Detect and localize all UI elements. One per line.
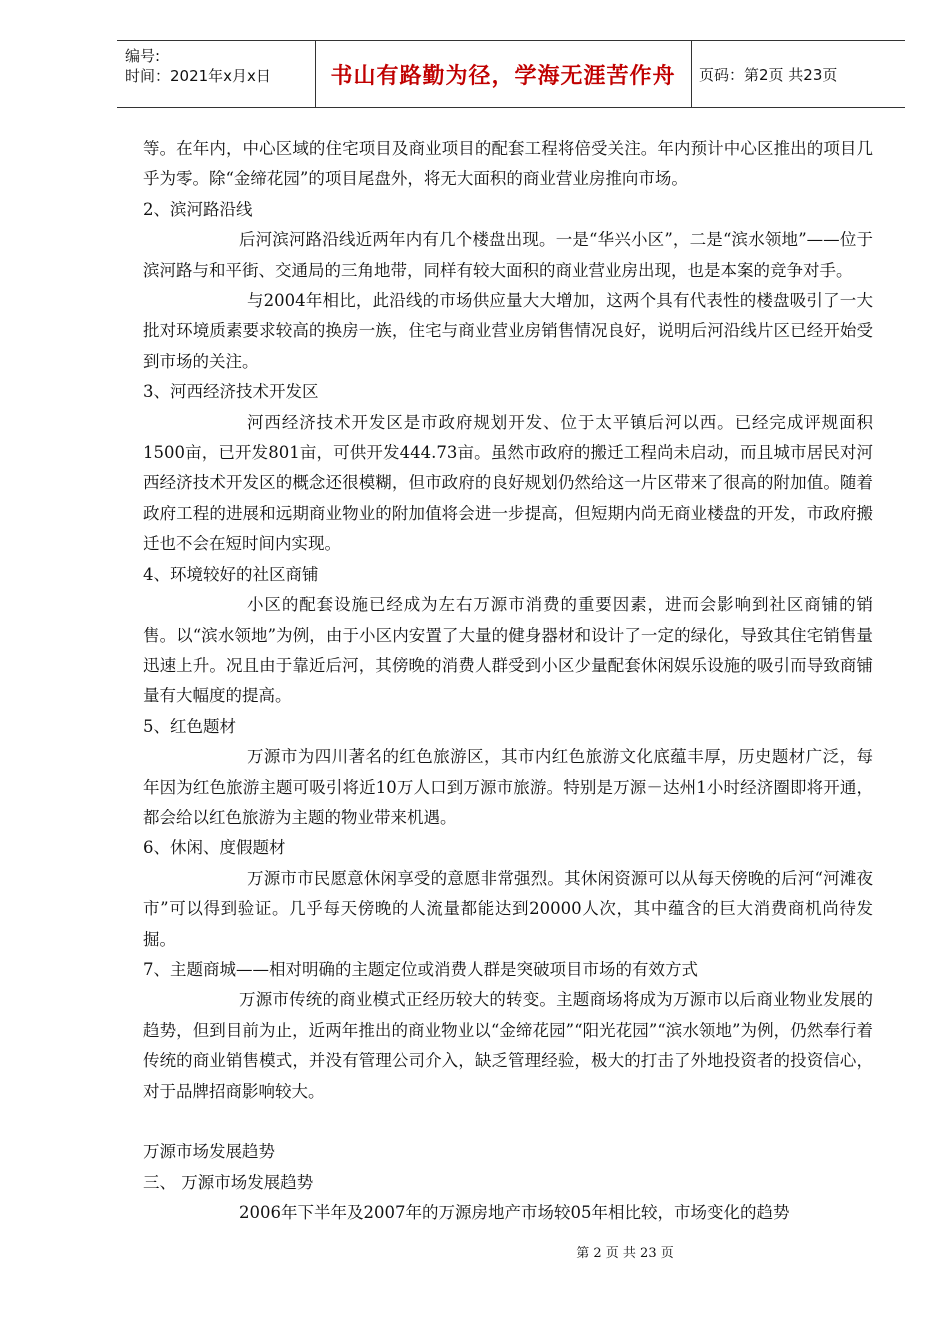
document-time-label: 时间：2021年x月x日	[125, 67, 271, 85]
section-heading: 三、 万源市场发展趋势	[143, 1172, 314, 1192]
paragraph: 后河滨河路沿线近两年内有几个楼盘出现。一是“华兴小区”，二是“滨水领地”——位于滨河路与和平街、交通局的三角地带，同样有较大面积的商业营业房出现，也是本案的竞争对手。	[143, 230, 873, 280]
paragraph: 万源市市民愿意休闲享受的意愿非常强烈。其休闲资源可以从每天傍晚的后河“河滩夜市”可以得到验证。几乎每天傍晚的人流量都能达到20000人次，其中蕴含的巨大消费商机尚待发掘。	[143, 868, 873, 949]
paragraph: 小区的配套设施已经成为左右万源市消费的重要因素，进而会影响到社区商铺的销售。以“滨水领地”为例，由于小区内安置了大量的健身器材和设计了一定的绿化，导致其住宅销售量迅速上升。况且由于靠近后河，其傍晚的消费人群受到小区少量配套休闲娱乐设施的吸引而导致商铺量有大幅度的提高。	[143, 595, 873, 706]
page-footer: 第 2 页 共 23 页	[576, 1246, 674, 1261]
paragraph: 2006年下半年及2007年的万源房地产市场较05年相比较，市场变化的趋势	[239, 1203, 790, 1223]
paragraph: 等。在年内，中心区域的住宅项目及商业项目的配套工程将倍受关注。年内预计中心区推出的项目几乎为零。除“金缔花园”的项目尾盘外，将无大面积的商业营业房推向市场。	[143, 139, 873, 189]
section-heading: 4、环境较好的社区商铺	[143, 564, 319, 584]
section-heading: 7、主题商城——相对明确的主题定位或消费人群是突破项目市场的有效方式	[143, 959, 698, 979]
paragraph: 万源市为四川著名的红色旅游区，其市内红色旅游文化底蕴丰厚，历史题材广泛，每年因为红色旅游主题可吸引将近10万人口到万源市旅游。特别是万源－达州1小时经济圈即将开通，都会给以红色旅游为主题的物业带来机遇。	[143, 747, 873, 827]
paragraph: 河西经济技术开发区是市政府规划开发、位于太平镇后河以西。已经完成评规面积1500亩，已开发801亩，可供开发444.73亩。虽然市政府的搬迁工程尚未启动，而且城市居民对河西经济技术开发区的概念还很模糊，但市政府的良好规划仍然给这一片区带来了很高的附加值。随着政府工程的进展和远期商业物业的附加值将会进一步提高，但短期内尚无商业楼盘的开发，市政府搬迁也不会在短时间内实现。	[143, 412, 873, 554]
header-page-info: 页码：第2页 共23页	[699, 65, 838, 84]
document-number-label: 编号:	[125, 47, 161, 65]
header-motto: 书山有路勤为径，学海无涯苦作舟	[315, 41, 692, 107]
header-meta	[117, 41, 316, 107]
section-heading: 6、休闲、度假题材	[143, 838, 286, 858]
section-heading: 3、河西经济技术开发区	[143, 382, 319, 402]
document-body	[143, 134, 873, 1229]
section-heading: 2、滨河路沿线	[143, 199, 253, 219]
section-heading: 5、红色题材	[143, 716, 236, 736]
page-header	[117, 40, 905, 108]
section-heading: 万源市场发展趋势	[143, 1142, 275, 1162]
paragraph: 与2004年相比，此沿线的市场供应量大大增加，这两个具有代表性的楼盘吸引了一大批对环境质素要求较高的换房一族，住宅与商业营业房销售情况良好，说明后河沿线片区已经开始受到市场的关注。	[143, 291, 873, 371]
blank-line	[143, 1107, 873, 1137]
paragraph: 万源市传统的商业模式正经历较大的转变。主题商场将成为万源市以后商业物业发展的趋势，但到目前为止，近两年推出的商业物业以“金缔花园”“阳光花园”“滨水领地”为例，仍然奉行着传统的商业销售模式，并没有管理公司介入，缺乏管理经验，极大的打击了外地投资者的投资信心，对于品牌招商影响较大。	[143, 990, 873, 1101]
